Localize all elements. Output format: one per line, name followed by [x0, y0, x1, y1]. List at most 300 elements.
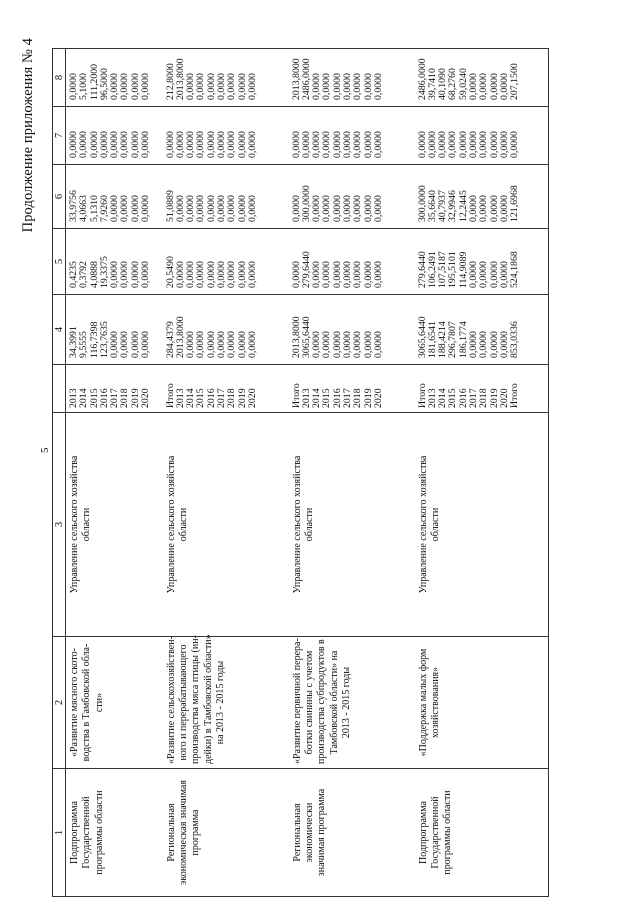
value-cell-8-line: 5,1000 [78, 73, 90, 100]
executor-cell-line: Управление сельского хозяйства [417, 455, 429, 594]
value-cell-6-line: 0,0000 [341, 195, 353, 222]
year-cell-line: 2013 [300, 388, 312, 408]
year-cell-line: Итого [509, 383, 521, 408]
value-cell-5-line: 0,0000 [119, 261, 131, 288]
program-row [66, 49, 163, 897]
year-cell-line: 2018 [226, 388, 238, 408]
value-cell-7-line: 0,0000 [290, 131, 302, 158]
year-cell-line: 2014 [185, 388, 197, 408]
value-cell-8-line: 0,0000 [140, 73, 152, 100]
value-cell-7-line: 0,0000 [341, 131, 353, 158]
value-cell-6-line: 0,0000 [109, 195, 121, 222]
year-cell-line: 2019 [488, 388, 500, 408]
value-cell-6-line: 0,0000 [331, 195, 343, 222]
value-cell-8-line: 0,0000 [205, 73, 217, 100]
value-cell-4-line: 0,0000 [129, 331, 141, 358]
year-cell-line: 2014 [311, 388, 323, 408]
year-cell-line: 2020 [246, 388, 258, 408]
value-cell-8-line: 2013,8000 [290, 58, 302, 100]
year-cell-line: 2017 [341, 388, 353, 408]
col-header-4: 4 [53, 295, 66, 365]
value-cell-6-line: 0,0000 [321, 195, 333, 222]
value-cell-5-line: 0,0000 [195, 261, 207, 288]
value-cell-5-line: 0,0000 [311, 261, 323, 288]
value-cell-6-line: 40,7937 [437, 190, 449, 222]
value-cell-6-line: 0,0000 [195, 195, 207, 222]
value-cell-7-line: 0,0000 [195, 131, 207, 158]
value-cell-7-line: 0,0000 [119, 131, 131, 158]
program-name-cell [66, 637, 163, 769]
program-name-cell-line: «Поддержка малых форм [417, 648, 429, 757]
value-cell-7-line: 0,0000 [185, 131, 197, 158]
value-cell-5 [289, 229, 415, 295]
program-type-cell-line: программы области [93, 790, 105, 875]
year-cell-line: 2014 [78, 388, 90, 408]
value-cell-5-line: 279,6440 [300, 251, 312, 288]
value-cell-6-line: 0,0000 [498, 195, 510, 222]
value-cell-6 [415, 165, 549, 229]
value-cell-4 [415, 295, 549, 365]
value-cell-6-line: 121,6968 [509, 185, 521, 222]
value-cell-8-line: 0,0000 [215, 73, 227, 100]
program-type-cell-line: программы области [442, 790, 454, 875]
value-cell-8-line: 0,0000 [185, 73, 197, 100]
program-name-cell-line: сти» [93, 692, 105, 713]
value-cell-8-line: 0,0000 [372, 73, 384, 100]
value-cell-5-line: 0,0000 [372, 261, 384, 288]
value-cell-6-line: 12,2445 [457, 190, 469, 222]
value-cell-8-line: 68,2760 [447, 68, 459, 100]
year-cell [66, 365, 163, 413]
value-cell-7-line: 0,0000 [246, 131, 258, 158]
value-cell-5-line: 0,4235 [68, 261, 79, 288]
value-cell-6-line: 35,6640 [426, 190, 438, 222]
value-cell-6-line: 0,0000 [467, 195, 479, 222]
value-cell-5-line: 0,0000 [215, 261, 227, 288]
value-cell-6-line: 0,0000 [236, 195, 248, 222]
value-cell-4 [163, 295, 289, 365]
value-cell-5-line: 19,3375 [98, 256, 110, 288]
value-cell-4-line: 0,0000 [215, 331, 227, 358]
value-cell-4-line: 0,0000 [488, 331, 500, 358]
value-cell-4-line: 2013,8000 [290, 316, 302, 358]
value-cell-4-line: 9,5555 [78, 331, 90, 358]
year-cell-line: 2020 [498, 388, 510, 408]
year-cell-line: 2020 [140, 388, 152, 408]
year-cell-line: 2016 [457, 388, 469, 408]
program-type-cell-line: Государственной [81, 796, 93, 869]
value-cell-4 [289, 295, 415, 365]
value-cell-8-line: 0,0000 [467, 73, 479, 100]
value-cell-7 [66, 107, 163, 165]
value-cell-4-line: 0,0000 [185, 331, 197, 358]
executor-cell-line: Управление сельского хозяйства [165, 455, 177, 594]
header-row [53, 49, 66, 897]
value-cell-4-line: 0,0000 [498, 331, 510, 358]
value-cell-7-line: 0,0000 [215, 131, 227, 158]
budget-table [52, 48, 549, 897]
value-cell-6-line: 0,0000 [205, 195, 217, 222]
value-cell-4 [66, 295, 163, 365]
value-cell-4-line: 186,1774 [457, 321, 469, 358]
value-cell-5-line: 524,1868 [509, 251, 521, 288]
value-cell-5-line: 0,0000 [478, 261, 490, 288]
value-cell-5-line: 0,0000 [498, 261, 510, 288]
program-row [415, 49, 549, 897]
value-cell-7 [163, 107, 289, 165]
value-cell-5-line: 0,0000 [341, 261, 353, 288]
col-header-5: 5 [53, 229, 66, 295]
value-cell-6-line: 7,9260 [98, 195, 110, 222]
value-cell-4-line: 0,0000 [311, 331, 323, 358]
value-cell-5-line: 0,0000 [488, 261, 500, 288]
value-cell-7-line: 0,0000 [331, 131, 343, 158]
value-cell-4-line: 0,0000 [321, 331, 333, 358]
program-name-cell-line: Тамбовской области» на [328, 650, 340, 755]
value-cell-7 [415, 107, 549, 165]
year-cell-line: 2015 [195, 388, 207, 408]
value-cell-7-line: 0,0000 [426, 131, 438, 158]
value-cell-7 [289, 107, 415, 165]
year-cell-line: 2019 [362, 388, 374, 408]
value-cell-6-line: 0,0000 [226, 195, 238, 222]
value-cell-7-line: 0,0000 [88, 131, 100, 158]
value-cell-8-line: 0,0000 [119, 73, 131, 100]
value-cell-4-line: 0,0000 [246, 331, 258, 358]
executor-cell [66, 413, 163, 637]
value-cell-6-line: 0,0000 [372, 195, 384, 222]
value-cell-6-line: 51,0889 [164, 190, 176, 222]
year-cell-line: 2013 [174, 388, 186, 408]
program-type-cell [163, 769, 289, 897]
program-name-cell-line: дейки) в Тамбовской области» [202, 634, 214, 764]
value-cell-4-line: 3065,6440 [300, 316, 312, 358]
value-cell-4-line: 0,0000 [109, 331, 121, 358]
value-cell-4-line: 0,0000 [205, 331, 217, 358]
value-cell-8-line: 0,0000 [352, 73, 364, 100]
value-cell-4-line: 853,0336 [509, 321, 521, 358]
value-cell-5-line: 20,5490 [164, 256, 176, 288]
value-cell-8 [289, 49, 415, 107]
program-type-cell-line: Подпрограмма [417, 801, 429, 864]
value-cell-4-line: 0,0000 [478, 331, 490, 358]
value-cell-8-line: 0,0000 [341, 73, 353, 100]
executor-cell-line: области [303, 507, 315, 542]
value-cell-5-line: 106,2491 [426, 251, 438, 288]
year-cell-line: 2015 [321, 388, 333, 408]
value-cell-6-line: 0,0000 [290, 195, 302, 222]
value-cell-4-line: 0,0000 [372, 331, 384, 358]
program-row [163, 49, 289, 897]
program-name-cell [289, 637, 415, 769]
year-cell-line: Итого [416, 383, 428, 408]
value-cell-4-line: 0,0000 [119, 331, 131, 358]
program-name-cell [415, 637, 549, 769]
value-cell-8-line: 96,5000 [98, 68, 110, 100]
col-header-7: 7 [53, 107, 66, 165]
year-cell [163, 365, 289, 413]
value-cell-6 [66, 165, 163, 229]
value-cell-7-line: 0,0000 [362, 131, 374, 158]
program-name-cell-line: хозяйствования» [429, 666, 441, 739]
year-cell [415, 365, 549, 413]
year-cell [289, 365, 415, 413]
program-type-cell [289, 769, 415, 897]
year-cell-line: 2015 [88, 388, 100, 408]
value-cell-7-line: 0,0000 [352, 131, 364, 158]
program-name-cell-line: производства субпродуктов в [316, 639, 328, 764]
value-cell-4-line: 284,4379 [164, 321, 176, 358]
value-cell-5-line: 114,9089 [457, 251, 469, 288]
value-cell-6-line: 300,0000 [416, 185, 428, 222]
program-type-cell-line: программа [190, 809, 202, 856]
col-header-year [53, 365, 66, 413]
value-cell-5-line: 0,3792 [78, 261, 90, 288]
value-cell-7-line: 0,0000 [174, 131, 186, 158]
value-cell-5 [415, 229, 549, 295]
value-cell-5-line: 279,6440 [416, 251, 428, 288]
value-cell-4-line: 188,4214 [437, 321, 449, 358]
value-cell-7-line: 0,0000 [300, 131, 312, 158]
program-type-cell-line: Региональная [165, 803, 177, 862]
value-cell-4-line: 0,0000 [195, 331, 207, 358]
value-cell-8-line: 212,8000 [164, 63, 176, 100]
value-cell-4-line: 0,0000 [140, 331, 152, 358]
value-cell-7-line: 0,0000 [98, 131, 110, 158]
value-cell-4-line: 123,7635 [98, 321, 110, 358]
value-cell-7-line: 0,0000 [457, 131, 469, 158]
value-cell-4-line: 296,7807 [447, 321, 459, 358]
program-name-cell-line: производства мяса птицы (ин- [190, 635, 202, 764]
value-cell-8 [415, 49, 549, 107]
col-header-6: 6 [53, 165, 66, 229]
value-cell-7-line: 0,0000 [78, 131, 90, 158]
program-name-cell-line: «Развитие первичной перера- [291, 638, 303, 764]
executor-cell [163, 413, 289, 637]
value-cell-8 [66, 49, 163, 107]
value-cell-5-line: 0,0000 [205, 261, 217, 288]
value-cell-8-line: 0,0000 [68, 73, 79, 100]
year-cell-line: 2018 [478, 388, 490, 408]
value-cell-5-line: 0,0000 [290, 261, 302, 288]
value-cell-7-line: 0,0000 [509, 131, 521, 158]
value-cell-5-line: 0,0000 [467, 261, 479, 288]
year-cell-line: 2017 [215, 388, 227, 408]
value-cell-5-line: 0,0000 [331, 261, 343, 288]
value-cell-7-line: 0,0000 [109, 131, 121, 158]
year-cell-line: Итого [290, 383, 302, 408]
value-cell-5-line: 195,5101 [447, 251, 459, 288]
value-cell-4-line: 0,0000 [331, 331, 343, 358]
appendix-title: Продолжение приложения № 4 [20, 38, 36, 233]
value-cell-8-line: 0,0000 [195, 73, 207, 100]
program-type-cell [415, 769, 549, 897]
value-cell-4-line: 3065,6440 [416, 316, 428, 358]
program-name-cell-line: ного и перерабатывающего [177, 644, 189, 761]
value-cell-8-line: 0,0000 [236, 73, 248, 100]
value-cell-5 [163, 229, 289, 295]
value-cell-6-line: 300,0000 [300, 185, 312, 222]
value-cell-7-line: 0,0000 [447, 131, 459, 158]
col-header-2: 2 [53, 637, 66, 769]
value-cell-8-line: 0,0000 [246, 73, 258, 100]
value-cell-5-line: 0,0000 [109, 261, 121, 288]
program-type-cell-line: экономическая значимая [177, 780, 189, 885]
value-cell-8-line: 39,7410 [426, 68, 438, 100]
value-cell-4-line: 0,0000 [226, 331, 238, 358]
value-cell-8-line: 59,0240 [457, 68, 469, 100]
value-cell-8-line: 2013,8000 [174, 58, 186, 100]
executor-cell-line: Управление сельского хозяйства [291, 455, 303, 594]
value-cell-5-line: 0,0000 [174, 261, 186, 288]
value-cell-7-line: 0,0000 [164, 131, 176, 158]
program-row [289, 49, 415, 897]
executor-cell [289, 413, 415, 637]
value-cell-7-line: 0,0000 [311, 131, 323, 158]
year-cell-line: 2016 [98, 388, 110, 408]
value-cell-8-line: 0,0000 [109, 73, 121, 100]
year-cell-line: 2019 [129, 388, 141, 408]
value-cell-6-line: 0,0000 [185, 195, 197, 222]
value-cell-5-line: 0,0000 [226, 261, 238, 288]
value-cell-5-line: 0,0000 [140, 261, 152, 288]
value-cell-7-line: 0,0000 [488, 131, 500, 158]
value-cell-6-line: 33,9756 [68, 190, 79, 222]
value-cell-6-line: 0,0000 [478, 195, 490, 222]
executor-cell-line: области [81, 507, 93, 542]
value-cell-6-line: 0,0000 [246, 195, 258, 222]
value-cell-4-line: 34,3991 [68, 326, 79, 358]
value-cell-4-line: 0,0000 [362, 331, 374, 358]
year-cell-line: Итого [164, 383, 176, 408]
value-cell-8-line: 0,0000 [498, 73, 510, 100]
year-cell-line: 2018 [352, 388, 364, 408]
value-cell-6-line: 5,1310 [88, 195, 100, 222]
executor-cell-line: области [177, 507, 189, 542]
program-type-cell-line: Государственной [429, 796, 441, 869]
value-cell-7-line: 0,0000 [372, 131, 384, 158]
value-cell-5-line: 0,0000 [321, 261, 333, 288]
program-type-cell-line: Региональная [291, 803, 303, 862]
value-cell-6-line: 0,0000 [140, 195, 152, 222]
year-cell-line: 2020 [372, 388, 384, 408]
year-cell-line: 2016 [331, 388, 343, 408]
value-cell-6-line: 0,0000 [352, 195, 364, 222]
col-header-3: 3 [53, 413, 66, 637]
value-cell-5-line: 0,0000 [129, 261, 141, 288]
program-type-cell [66, 769, 163, 897]
value-cell-5-line: 0,0000 [236, 261, 248, 288]
year-cell-line: 2014 [437, 388, 449, 408]
program-name-cell-line: «Развитие мясного ското- [69, 648, 80, 757]
value-cell-8 [163, 49, 289, 107]
col-header-8: 8 [53, 49, 66, 107]
value-cell-5 [66, 229, 163, 295]
value-cell-6-line: 0,0000 [488, 195, 500, 222]
value-cell-8-line: 207,1500 [509, 63, 521, 100]
year-cell-line: 2018 [119, 388, 131, 408]
value-cell-5-line: 0,0000 [185, 261, 197, 288]
value-cell-4-line: 0,0000 [352, 331, 364, 358]
value-cell-4-line: 181,6541 [426, 321, 438, 358]
value-cell-6-line: 0,0000 [215, 195, 227, 222]
value-cell-4-line: 0,0000 [467, 331, 479, 358]
program-name-cell-line: «Развитие сельскохозяйствен- [165, 636, 177, 764]
year-cell-line: 2013 [426, 388, 438, 408]
year-cell-line: 2016 [205, 388, 217, 408]
value-cell-5-line: 0,0000 [362, 261, 374, 288]
value-cell-7-line: 0,0000 [205, 131, 217, 158]
value-cell-8-line: 0,0000 [488, 73, 500, 100]
program-name-cell-line: водства в Тамбовской обла- [81, 643, 93, 762]
program-name-cell-line: на 2013 - 2015 годы [215, 660, 227, 745]
value-cell-7-line: 0,0000 [498, 131, 510, 158]
value-cell-7-line: 0,0000 [478, 131, 490, 158]
value-cell-4-line: 116,7398 [88, 321, 100, 358]
value-cell-4-line: 0,0000 [236, 331, 248, 358]
value-cell-8-line: 0,0000 [331, 73, 343, 100]
value-cell-6-line: 4,0663 [78, 195, 90, 222]
value-cell-7-line: 0,0000 [140, 131, 152, 158]
value-cell-5-line: 4,0888 [88, 261, 100, 288]
value-cell-8-line: 0,0000 [226, 73, 238, 100]
program-name-cell [163, 634, 289, 769]
program-type-cell-line: Подпрограмма [69, 801, 80, 864]
year-cell-line: 2017 [467, 388, 479, 408]
value-cell-8-line: 0,0000 [311, 73, 323, 100]
program-name-cell-line: ботки свинины с учетом [303, 650, 315, 755]
value-cell-7-line: 0,0000 [467, 131, 479, 158]
value-cell-8-line: 0,0000 [478, 73, 490, 100]
value-cell-6-line: 0,0000 [119, 195, 131, 222]
year-cell-line: 2017 [109, 388, 121, 408]
program-type-cell-line: экономически [303, 802, 315, 863]
executor-cell [415, 413, 549, 637]
executor-cell-line: области [429, 507, 441, 542]
year-cell-line: 2013 [68, 388, 79, 408]
value-cell-7-line: 0,0000 [416, 131, 428, 158]
value-cell-7-line: 0,0000 [437, 131, 449, 158]
executor-cell-line: Управление сельского хозяйства [69, 455, 80, 594]
value-cell-8-line: 0,0000 [129, 73, 141, 100]
value-cell-8-line: 2486,0000 [416, 58, 428, 100]
value-cell-7-line: 0,0000 [68, 131, 79, 158]
value-cell-7-line: 0,0000 [321, 131, 333, 158]
value-cell-8-line: 0,0000 [362, 73, 374, 100]
value-cell-4-line: 0,0000 [341, 331, 353, 358]
value-cell-6 [289, 165, 415, 229]
value-cell-6 [163, 165, 289, 229]
value-cell-5-line: 107,5187 [437, 251, 449, 288]
value-cell-4-line: 2013,8000 [174, 316, 186, 358]
value-cell-6-line: 0,0000 [362, 195, 374, 222]
page-number: 5 [39, 447, 51, 453]
value-cell-6-line: 32,9946 [447, 190, 459, 222]
value-cell-6-line: 0,0000 [174, 195, 186, 222]
value-cell-8-line: 2486,0000 [300, 58, 312, 100]
value-cell-7-line: 0,0000 [236, 131, 248, 158]
value-cell-6-line: 0,0000 [129, 195, 141, 222]
program-name-cell-line: 2013 - 2015 годы [341, 666, 353, 739]
value-cell-8-line: 0,0000 [321, 73, 333, 100]
value-cell-5-line: 0,0000 [246, 261, 258, 288]
value-cell-7-line: 0,0000 [226, 131, 238, 158]
year-cell-line: 2015 [447, 388, 459, 408]
col-header-1: 1 [53, 769, 66, 897]
value-cell-5-line: 0,0000 [352, 261, 364, 288]
value-cell-8-line: 40,1090 [437, 68, 449, 100]
program-type-cell-line: значимая программа [316, 788, 328, 877]
